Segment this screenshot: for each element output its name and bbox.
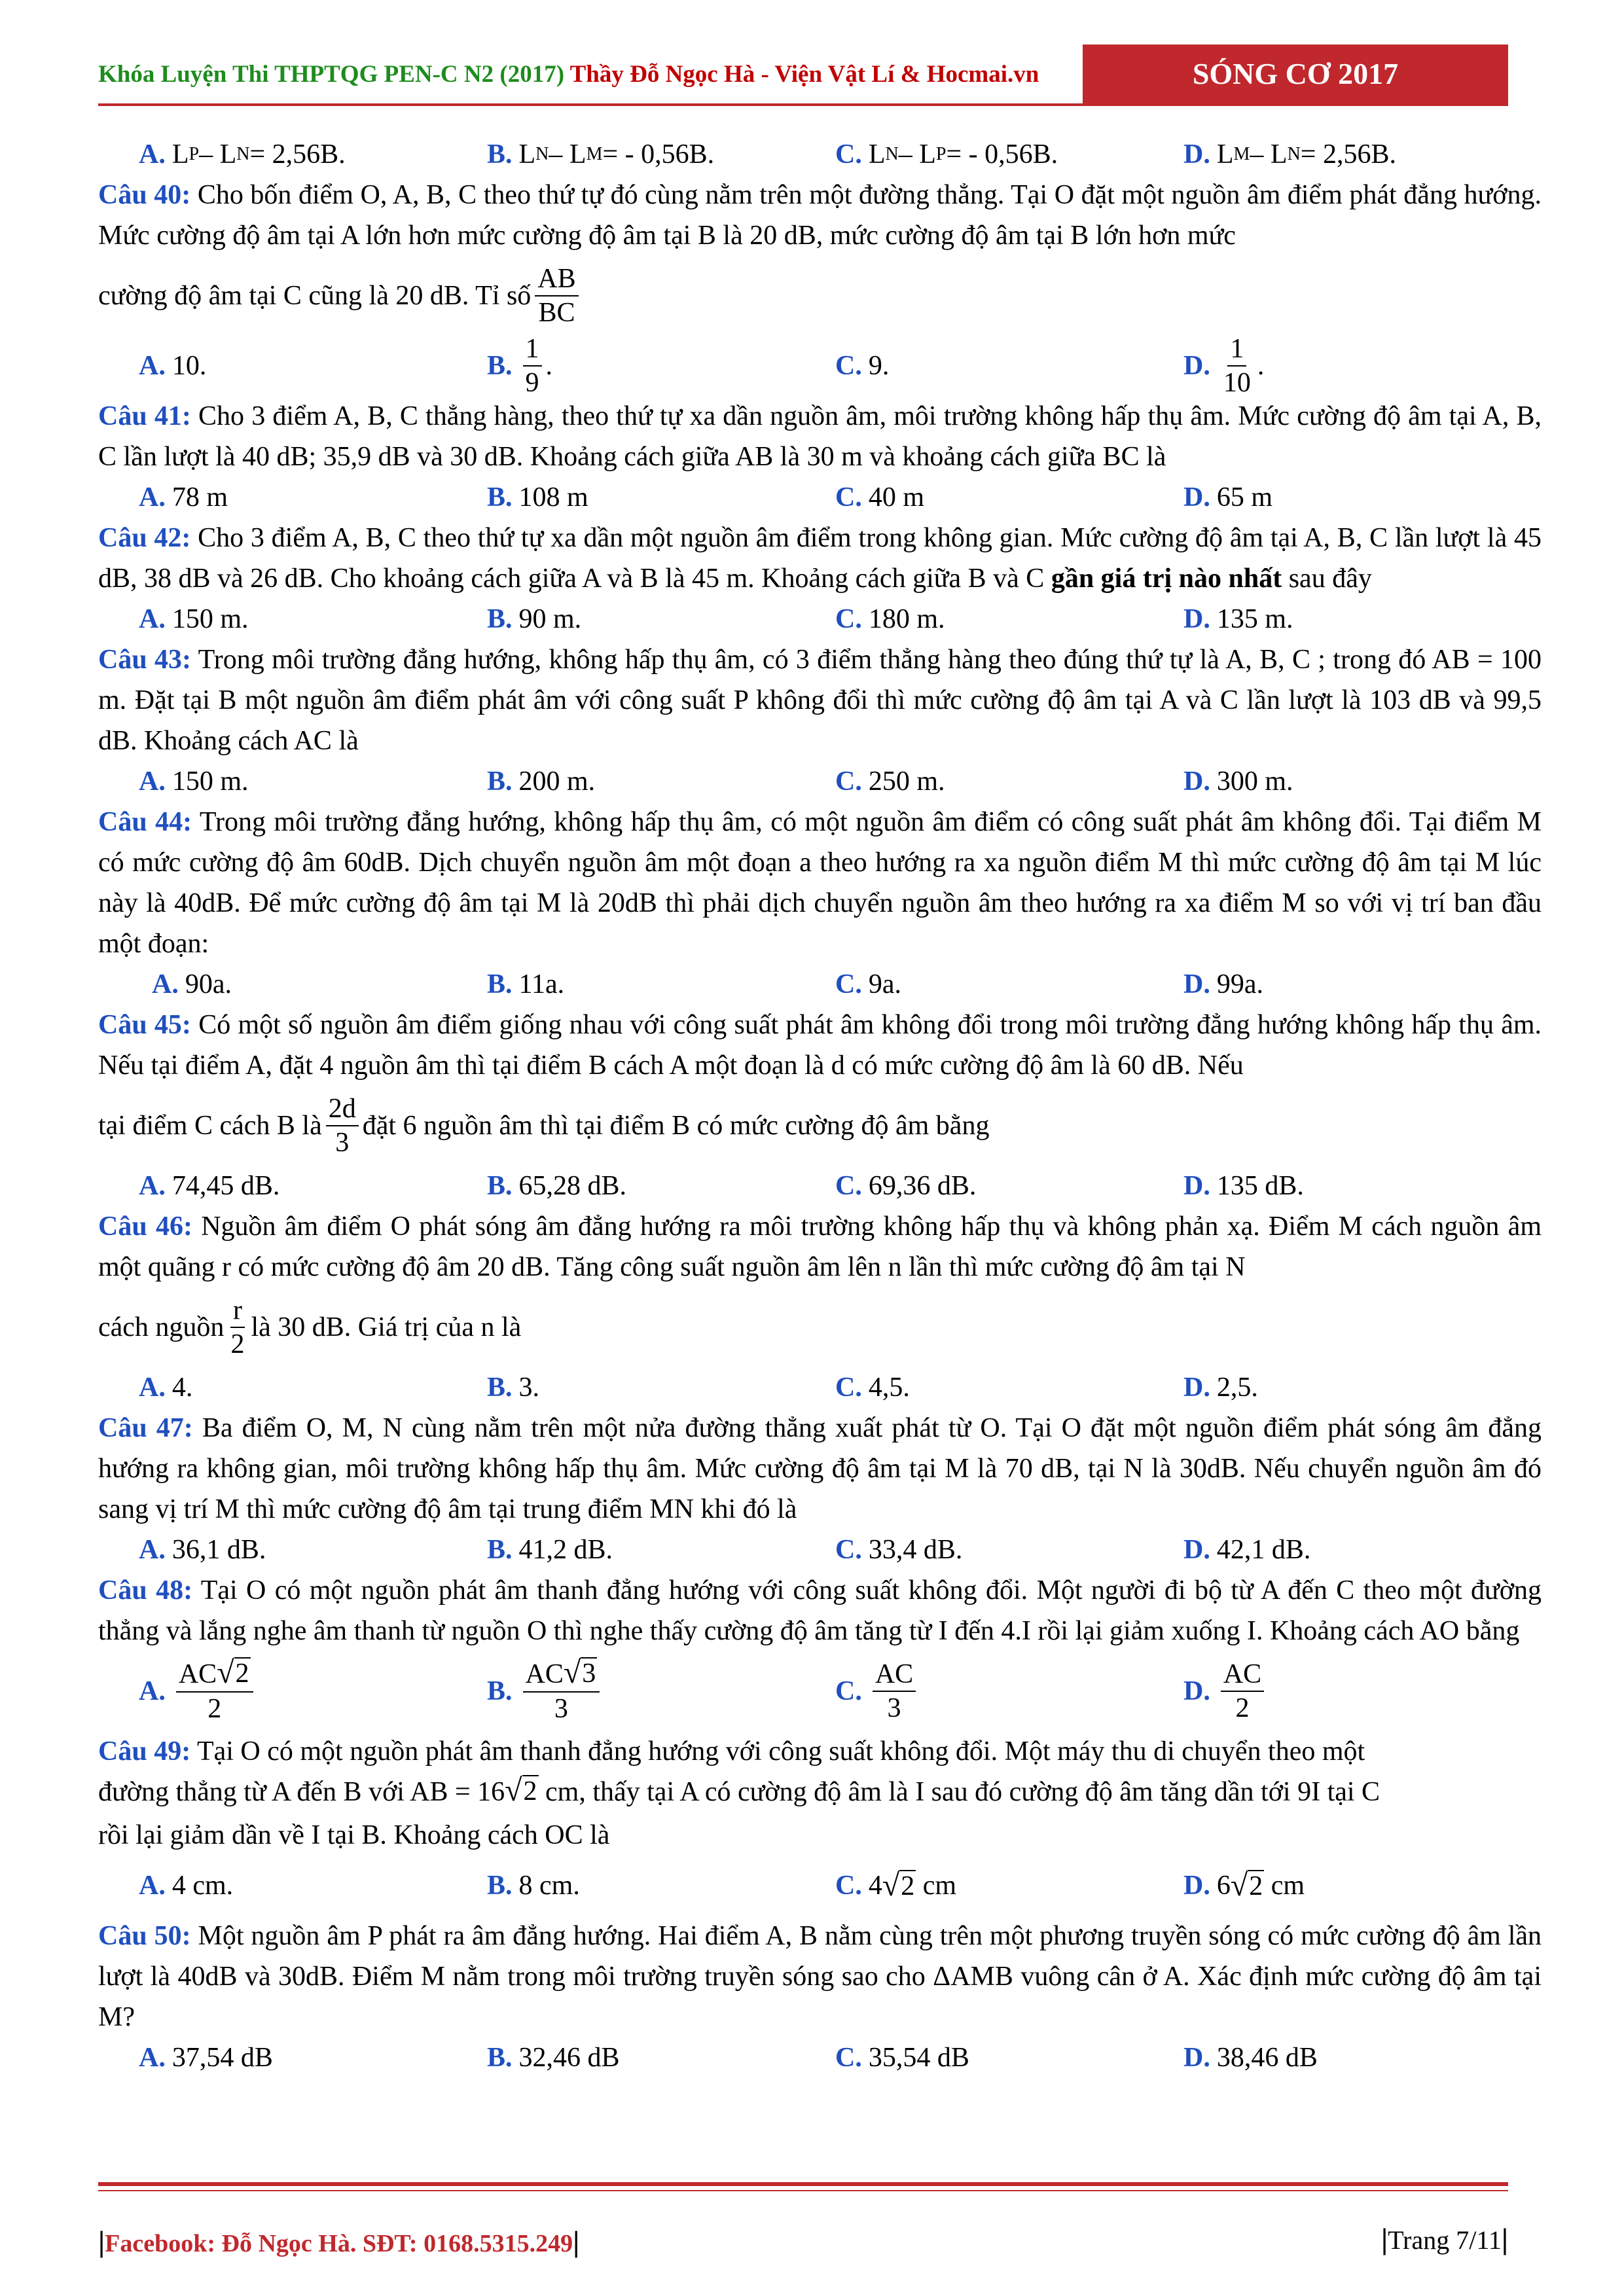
fraction [176, 1657, 253, 1725]
option-text: 90a. [185, 969, 232, 999]
question-label: Câu 46: [98, 1211, 192, 1242]
option-text: 4. [171, 1372, 193, 1403]
subscript: M [586, 144, 603, 164]
option-a [98, 964, 446, 1005]
question-text [98, 396, 1542, 477]
question-48 [98, 1570, 1542, 1731]
option-label: B. [487, 1676, 513, 1706]
question-label: Câu 47: [98, 1413, 193, 1443]
fraction [228, 1294, 247, 1361]
question-stem: Cho bốn điểm O, A, B, C theo thứ tự đó cùng nằm trên một đường thẳng. Tại O đặt một nguồn âm điểm phát đẳng hướng. Mức cường độ âm tại A lớn hơn mức cường độ âm tại B là 20 dB, mức cường độ âm tại B lớn hơn mức [98, 180, 1542, 251]
option-c [795, 1166, 1143, 1206]
question-text-line [98, 1815, 1542, 1856]
fraction-numerator: 1 [523, 332, 542, 367]
option-c [795, 346, 1143, 386]
question-50 [98, 1916, 1542, 2078]
option-text: 65,28 dB. [518, 1171, 627, 1201]
square-root [564, 1657, 597, 1689]
option-label: C. [835, 1871, 862, 1901]
question-text [98, 1206, 1542, 1287]
option-label: A. [139, 1871, 166, 1901]
option-label: B. [487, 1171, 513, 1201]
answer-options [98, 761, 1542, 802]
option-c [795, 2037, 1143, 2078]
answer-options [98, 333, 1542, 398]
answer-options [98, 1856, 1542, 1916]
option-b [446, 1530, 795, 1570]
option-text: 180 m. [868, 604, 945, 634]
option-b [446, 477, 795, 518]
option-label: C. [835, 139, 862, 170]
q39-option-b [446, 134, 795, 175]
question-43 [98, 639, 1542, 802]
option-text: 35,54 dB [868, 2043, 969, 2073]
question-46 [98, 1206, 1542, 1408]
option-a [98, 1865, 446, 1906]
question-stem: cm, thấy tại A có cường độ âm là I sau đó cường độ âm tăng dần tới 9I tại C [545, 1777, 1380, 1807]
option-label: B. [487, 604, 513, 634]
option-label: B. [487, 1871, 513, 1901]
option-label: C. [835, 969, 862, 999]
question-label: Câu 43: [98, 645, 192, 675]
option-d [1143, 477, 1491, 518]
q39-option-d [1143, 134, 1491, 175]
option-text: cm [922, 1871, 956, 1901]
radical-sign: √ [505, 1773, 522, 1808]
answer-options [98, 964, 1542, 1005]
option-label: D. [1183, 2043, 1210, 2073]
institute-name: - Viện Vật Lí & Hocmai.vn [761, 61, 1039, 88]
option-label: D. [1183, 482, 1210, 512]
option-label: D. [1183, 1171, 1210, 1201]
option-label: D. [1183, 766, 1210, 797]
question-stem: Tại O có một nguồn phát âm thanh đẳng hướng với công suất không đổi. Một người đi bộ từ A đến C theo một đường thẳng và lắng nghe âm thanh từ nguồn O thì nghe thấy cường độ âm tăng từ I đến 4.I rồi lại giảm xuống I. Khoảng cách AO bằng [98, 1575, 1542, 1646]
option-b [446, 1865, 795, 1906]
option-text: = - 0,56B. [602, 139, 715, 170]
option-label: C. [835, 482, 862, 512]
topic-badge: SÓNG CƠ 2017 [1083, 45, 1508, 103]
option-d [1143, 761, 1491, 802]
footer-bar: | [98, 2225, 105, 2258]
option-d [1143, 1166, 1491, 1206]
option-label: D. [1183, 969, 1210, 999]
radical-sign: √ [1230, 1867, 1248, 1903]
question-label: Câu 45: [98, 1010, 191, 1040]
option-label: B. [487, 766, 513, 797]
fraction-denominator: 2 [230, 1329, 245, 1359]
radicand: 2 [901, 1871, 915, 1901]
fraction-denominator: BC [538, 298, 575, 328]
option-d [1143, 964, 1491, 1005]
option-c [795, 1530, 1143, 1570]
question-stem: cường độ âm tại C cũng là 20 dB. Tỉ số [98, 281, 532, 311]
option-a [98, 599, 446, 639]
question-text-line [98, 1772, 1542, 1815]
question-label: Câu 44: [98, 807, 192, 837]
option-label: A. [152, 969, 179, 999]
question-text-line [98, 1287, 1542, 1367]
option-d [1143, 332, 1491, 400]
option-label: A. [139, 1676, 166, 1706]
numerator-text: AC [525, 1659, 564, 1690]
question-text [98, 1005, 1542, 1086]
option-text: 135 dB. [1216, 1171, 1304, 1201]
option-b [446, 761, 795, 802]
option-label: D. [1183, 1871, 1210, 1901]
question-text-line [98, 256, 1542, 336]
numerator-text: AC [178, 1659, 217, 1690]
question-label: Câu 42: [98, 523, 191, 553]
option-label: B. [487, 1372, 513, 1403]
fraction-denominator: 10 [1223, 368, 1251, 398]
option-label: B. [487, 969, 513, 999]
document-body [98, 134, 1542, 2078]
option-label: B. [487, 351, 513, 381]
footer-bar: | [1501, 2222, 1509, 2255]
question-42 [98, 518, 1542, 639]
fraction-numerator: r [230, 1294, 245, 1328]
question-label: Câu 49: [98, 1736, 191, 1767]
answer-options [98, 477, 1542, 518]
question-stem: Nguồn âm điểm O phát sóng âm đẳng hướng ra môi trường không hấp thụ và không phản xạ. Điểm M cách nguồn âm một quãng r có mức cường độ âm 20 dB. Tăng công suất nguồn âm lên n lần thì mức cường độ âm tại N [98, 1211, 1542, 1282]
option-c [795, 761, 1143, 802]
question-stem: Cho 3 điểm A, B, C thẳng hàng, theo thứ tự xa dần nguồn âm, môi trường không hấp thụ âm. Mức cường độ âm tại A, B, C lần lượt là 40 dB; 35,9 dB và 30 dB. Khoảng cách giữa AB là 30 m và khoảng cách giữa BC là [98, 401, 1542, 472]
question-text [98, 518, 1542, 599]
question-stem: đường thẳng từ A đến B với [98, 1777, 405, 1807]
option-label: B. [487, 139, 513, 170]
option-b [446, 2037, 795, 2078]
option-text: 11a. [518, 969, 565, 999]
option-text: 78 m [171, 482, 228, 512]
page-number-text: Trang 7/11 [1388, 2225, 1502, 2255]
option-c [795, 1658, 1143, 1725]
header-rule [98, 103, 1508, 106]
question-49 [98, 1731, 1542, 1916]
option-text: 3. [518, 1372, 540, 1403]
option-text: 41,2 dB. [518, 1535, 613, 1565]
radicand: 3 [582, 1659, 596, 1689]
question-45 [98, 1005, 1542, 1206]
option-text: 32,46 dB [518, 2043, 620, 2073]
question-stem: là 30 dB. Giá trị của n là [251, 1312, 522, 1342]
option-text: – L [1250, 139, 1288, 170]
fraction-numerator: AC [873, 1658, 916, 1692]
radical-sign: √ [563, 1655, 581, 1691]
q39-options [98, 134, 1542, 175]
option-label: C. [835, 2043, 862, 2073]
q39-option-c [795, 134, 1143, 175]
square-root [1230, 1867, 1264, 1903]
fraction [326, 1092, 359, 1160]
option-label: D. [1183, 1372, 1210, 1403]
course-name: Khóa Luyện Thi THPTQG PEN-C N2 (2017) [98, 61, 565, 88]
question-text [98, 1731, 1542, 1772]
option-text: 38,46 dB [1216, 2043, 1318, 2073]
q39-option-a [98, 134, 446, 175]
teacher-name: Thầy Đỗ Ngọc Hà [569, 61, 755, 88]
option-label: D. [1183, 1676, 1210, 1706]
option-label: C. [835, 1535, 862, 1565]
fraction [873, 1658, 916, 1725]
question-label: Câu 40: [98, 180, 191, 210]
option-text: – L [898, 139, 936, 170]
option-label: B. [487, 482, 513, 512]
fraction-denominator: 9 [525, 368, 539, 398]
course-title [98, 60, 1039, 88]
option-label: A. [139, 139, 166, 170]
question-stem: Ba điểm O, M, N cùng nằm trên một nửa đường thẳng xuất phát từ O. Tại O đặt một nguồn điểm phát sóng âm đẳng hướng ra không gian, môi trường không hấp thụ âm. Mức cường độ âm tại M là 70 dB, tại N là 30dB. Nếu chuyển nguồn âm đó sang vị trí M thì mức cường độ âm tại trung điểm MN khi đó là [98, 1413, 1542, 1524]
option-a [98, 1657, 446, 1725]
question-stem: đặt 6 nguồn âm thì tại điểm B có mức cường độ âm bằng [362, 1111, 990, 1141]
option-c [795, 477, 1143, 518]
option-text: 33,4 dB. [868, 1535, 963, 1565]
option-text: L [518, 139, 536, 170]
fraction-numerator: AB [535, 262, 578, 296]
option-text: . [545, 351, 553, 381]
fraction-numerator [176, 1657, 253, 1692]
option-text: 8 cm. [518, 1871, 580, 1901]
question-47 [98, 1408, 1542, 1570]
fraction-numerator: AC [1221, 1658, 1264, 1692]
option-text: 74,45 dB. [171, 1171, 280, 1201]
question-stem: Trong môi trường đẳng hướng, không hấp thụ âm, có 3 điểm thẳng hàng theo đúng thứ tự là A, B, C ; trong đó AB = 100 m. Đặt tại B một nguồn âm điểm phát âm với công suất P không đổi thì mức cường độ âm tại A và C lần lượt là 103 dB và 99,5 dB. Khoảng cách AC là [98, 645, 1542, 756]
answer-options [98, 599, 1542, 639]
option-text: 9. [868, 351, 890, 381]
option-text: 9a. [868, 969, 901, 999]
contact-text: Facebook: Đỗ Ngọc Hà. SĐT: 0168.5315.249 [105, 2230, 573, 2257]
option-b [446, 1657, 795, 1725]
fraction-denominator: 3 [554, 1693, 568, 1724]
fraction [523, 332, 542, 400]
option-label: C. [835, 604, 862, 634]
footer-bar: | [573, 2225, 580, 2258]
question-stem: Tại O có một nguồn phát âm thanh đẳng hướng với công suất không đổi. Một máy thu di chuyển theo một [196, 1736, 1365, 1767]
question-text [98, 175, 1542, 256]
option-text: 37,54 dB [171, 2043, 273, 2073]
subscript: N [885, 144, 899, 164]
option-text: 40 m [868, 482, 925, 512]
option-a [98, 1367, 446, 1408]
option-text: 65 m [1216, 482, 1273, 512]
option-text: 90 m. [518, 604, 582, 634]
option-text: 4,5. [868, 1372, 910, 1403]
question-stem: Một nguồn âm P phát ra âm đẳng hướng. Hai điểm A, B nằm cùng trên một phương truyền sóng có mức cường độ âm lần lượt là 40dB và 30dB. Điểm M nằm trong môi trường truyền sóng sao cho ΔAMB vuông cân ở A. Xác định mức cường độ âm tại M? [98, 1921, 1542, 2032]
footer-contact [98, 2224, 579, 2259]
question-label: Câu 41: [98, 401, 191, 431]
option-d [1143, 1530, 1491, 1570]
option-text: 36,1 dB. [171, 1535, 266, 1565]
option-text: 10. [171, 351, 207, 381]
option-b [446, 1367, 795, 1408]
option-text: L [868, 139, 886, 170]
option-a [98, 1530, 446, 1570]
subscript: N [236, 144, 250, 164]
question-text [98, 802, 1542, 964]
option-d [1143, 1658, 1491, 1725]
question-text [98, 639, 1542, 761]
option-c [795, 1367, 1143, 1408]
subscript: N [1287, 144, 1301, 164]
option-text: L [1216, 139, 1234, 170]
fraction-denominator: 3 [887, 1693, 901, 1723]
option-label: A. [139, 766, 166, 797]
question-label: Câu 48: [98, 1575, 193, 1605]
question-stem: tại điểm C cách B là [98, 1111, 322, 1141]
subscript: N [535, 144, 549, 164]
option-label: D. [1183, 604, 1210, 634]
subscript: P [189, 144, 200, 164]
question-stem: sau đây [1288, 564, 1372, 594]
option-text: 150 m. [171, 604, 249, 634]
option-label: B. [487, 2043, 513, 2073]
question-stem: cách nguồn [98, 1312, 225, 1342]
question-text [98, 1408, 1542, 1530]
option-b [446, 1166, 795, 1206]
option-text: 200 m. [518, 766, 596, 797]
option-text: = - 0,56B. [946, 139, 1058, 170]
question-stem: rồi lại giảm dần về I tại B. Khoảng cách OC là [98, 1820, 610, 1850]
option-label: D. [1183, 1535, 1210, 1565]
option-label: C. [835, 1676, 862, 1706]
fraction-denominator: 2 [208, 1693, 222, 1724]
radicand: 2 [235, 1659, 249, 1689]
answer-options [98, 1651, 1542, 1731]
radical-sign: √ [217, 1655, 234, 1691]
square-root [882, 1867, 916, 1903]
option-label: C. [835, 766, 862, 797]
option-text: = 2,56B. [249, 139, 346, 170]
option-a [98, 761, 446, 802]
option-a [98, 2037, 446, 2078]
subscript: P [935, 144, 947, 164]
option-d [1143, 1865, 1491, 1906]
option-a [98, 477, 446, 518]
radical-sign: √ [882, 1867, 900, 1903]
footer-rule-thin [98, 2190, 1508, 2191]
option-text: 135 m. [1216, 604, 1293, 634]
option-text: 99a. [1216, 969, 1263, 999]
option-label: D. [1183, 139, 1210, 170]
option-label: A. [139, 1535, 166, 1565]
option-b [446, 599, 795, 639]
option-label: C. [835, 1171, 862, 1201]
fraction [535, 262, 578, 330]
option-text: . [1257, 351, 1265, 381]
option-text: – L [199, 139, 237, 170]
option-text: 4 [868, 1871, 882, 1901]
option-d [1143, 1367, 1491, 1408]
fraction [1221, 1658, 1264, 1725]
option-b [446, 332, 795, 400]
option-a [98, 1166, 446, 1206]
question-stem: Trong môi trường đẳng hướng, không hấp thụ âm, có một nguồn âm điểm có công suất phát âm không đổi. Tại điểm M có mức cường độ âm 60dB. Dịch chuyển nguồn âm một đoạn a theo hướng ra xa nguồn điểm M thì mức cường độ âm tại M lúc này là 40dB. Để mức cường độ âm tại M là 20dB thì phải dịch chuyển nguồn âm theo hướng ra xa điểm M so với vị trí ban đầu một đoạn: [98, 807, 1542, 959]
square-root [217, 1657, 250, 1689]
option-text: 2,5. [1216, 1372, 1258, 1403]
option-label: A. [139, 2043, 166, 2073]
option-label: A. [139, 604, 166, 634]
fraction [523, 1657, 600, 1725]
question-emphasis: gần giá trị nào nhất [1051, 564, 1282, 594]
answer-options [98, 1530, 1542, 1570]
page-footer [0, 2179, 1624, 2296]
question-label: Câu 50: [98, 1921, 191, 1951]
option-a [98, 346, 446, 386]
footer-rule [98, 2182, 1508, 2186]
fraction-numerator: 1 [1227, 332, 1246, 367]
page-header [0, 0, 1624, 105]
option-label: C. [835, 351, 862, 381]
answer-options [98, 1367, 1542, 1408]
option-d [1143, 599, 1491, 639]
option-text: 300 m. [1216, 766, 1293, 797]
fraction-numerator [523, 1657, 600, 1692]
option-c [795, 599, 1143, 639]
option-label: C. [835, 1372, 862, 1403]
fraction-denominator: 3 [335, 1128, 350, 1158]
question-text-line [98, 1086, 1542, 1166]
question-40 [98, 175, 1542, 396]
option-text: 108 m [518, 482, 588, 512]
question-stem: Cho 3 điểm A, B, C theo thứ tự xa dần một nguồn âm điểm trong không gian. Mức cường độ âm tại A, B, C lần lượt là 45 dB, 38 dB và 26 dB. Cho khoảng cách giữa A và B là 45 m. Khoảng cách giữa B và C [98, 523, 1542, 594]
square-root [505, 1775, 538, 1806]
option-c [795, 964, 1143, 1005]
answer-options [98, 2037, 1542, 2078]
option-text: 6 [1216, 1871, 1231, 1901]
option-text: 4 cm. [171, 1871, 234, 1901]
radicand: 2 [1249, 1871, 1263, 1901]
option-text: 250 m. [868, 766, 945, 797]
question-stem: Có một số nguồn âm điểm giống nhau với công suất phát âm không đổi trong môi trường đẳng hướng không hấp thụ âm. Nếu tại điểm A, đặt 4 nguồn âm thì tại điểm B cách A một đoạn là d có mức cường độ âm là 60 dB. Nếu [98, 1010, 1542, 1081]
option-label: A. [139, 1372, 166, 1403]
option-text: 69,36 dB. [868, 1171, 977, 1201]
radicand: 2 [523, 1776, 537, 1806]
question-44 [98, 802, 1542, 1005]
option-label: A. [139, 482, 166, 512]
answer-options [98, 1166, 1542, 1206]
option-text: – L [549, 139, 586, 170]
option-label: B. [487, 1535, 513, 1565]
page-number [1381, 2221, 1508, 2256]
option-d [1143, 2037, 1491, 2078]
fraction-denominator: 2 [1235, 1693, 1250, 1723]
option-text: 150 m. [171, 766, 249, 797]
question-text [98, 1570, 1542, 1651]
fraction [1221, 332, 1254, 400]
option-label: A. [139, 351, 166, 381]
question-41 [98, 396, 1542, 518]
subscript: M [1233, 144, 1250, 164]
option-text: = 2,56B. [1300, 139, 1396, 170]
option-label: A. [139, 1171, 166, 1201]
option-text: L [171, 139, 189, 170]
option-text: cm [1271, 1871, 1305, 1901]
option-text: 42,1 dB. [1216, 1535, 1311, 1565]
option-c [795, 1865, 1143, 1906]
option-b [446, 964, 795, 1005]
option-label: D. [1183, 351, 1210, 381]
footer-bar: | [1381, 2222, 1388, 2255]
question-text [98, 1916, 1542, 2037]
fraction-numerator: 2d [326, 1092, 359, 1126]
equation: AB = 16 [410, 1777, 505, 1807]
